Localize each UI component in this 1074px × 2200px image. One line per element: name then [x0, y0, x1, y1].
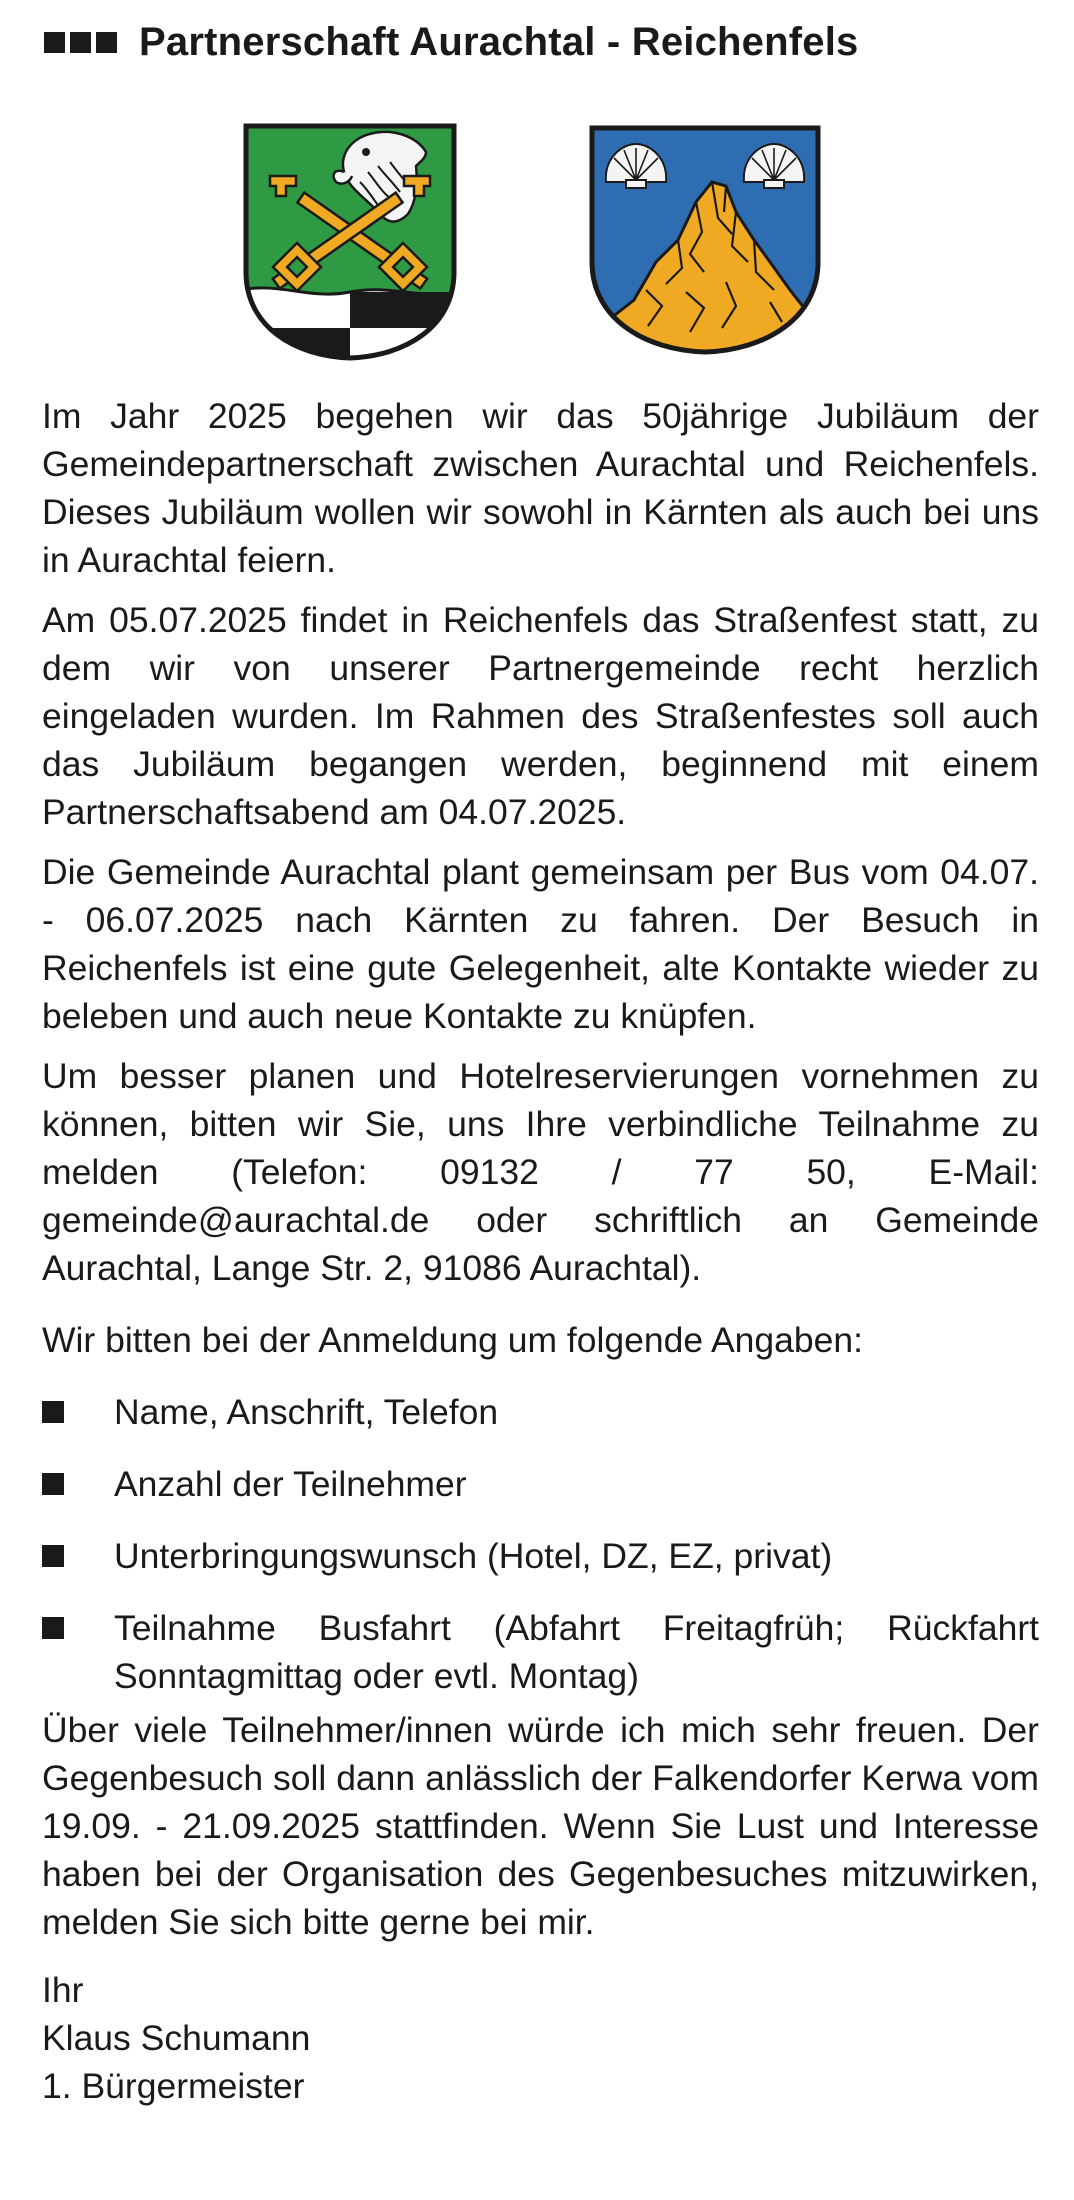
list-intro: Wir bitten bei der Anmeldung um folgende Angaben: — [42, 1320, 863, 1360]
paragraph: Die Gemeinde Aurachtal plant gemeinsam per Bus vom 04.07. - 06.07.2025 nach Kärnten zu fahren. Der Besuch in Reichenfels ist eine gute Gelegenheit, alte Kontakte wieder zu beleben und auch neue Kontakte zu knüpfen. — [42, 852, 1039, 1036]
paragraph: Im Jahr 2025 begehen wir das 50jährige Jubiläum der Gemeindepartnerschaft zwischen Aurachtal und Reichenfels. Dieses Jubiläum wollen wir sowohl in Kärnten als auch bei uns in Aurachtal feiern. — [42, 396, 1039, 580]
page-title: Partnerschaft Aurachtal - Reichenfels — [139, 19, 859, 64]
paragraph: Um besser planen und Hotelreservierungen vornehmen zu können, bitten wir Sie, uns Ihre verbindliche Teilnahme zu melden (Telefon: 09132 / 77 50, E-Mail: gemeinde@aurachtal.de oder schriftlich an Gemeinde Aurachtal, Lange Str. 2, 91086 Aurachtal). — [42, 1056, 1039, 1288]
list-item: Teilnahme Busfahrt (Abfahrt Freitagfrüh; Rückfahrt Sonntagmittag oder evtl. Montag) — [42, 1604, 1039, 1700]
square-bullet-icon — [42, 1545, 64, 1567]
article-body — [42, 392, 1039, 2110]
title-squares-icon — [44, 32, 117, 53]
reichenfels-coat-of-arms-icon — [586, 122, 824, 356]
list-item: Name, Anschrift, Telefon — [42, 1388, 1039, 1436]
signature — [42, 1966, 1039, 2110]
signature-name: Klaus Schumann — [42, 2018, 311, 2058]
coats-of-arms — [240, 122, 840, 362]
list-item: Unterbringungswunsch (Hotel, DZ, EZ, privat) — [42, 1532, 1039, 1580]
square-bullet-icon — [42, 1473, 64, 1495]
paragraph: Am 05.07.2025 findet in Reichenfels das Straßenfest statt, zu dem wir von unserer Partnergemeinde recht herzlich eingeladen wurden. Im Rahmen des Straßenfestes soll auch das Jubiläum begangen werden, beginnend mit einem Partnerschaftsabend am 04.07.2025. — [42, 600, 1039, 832]
header — [44, 14, 858, 70]
square-bullet-icon — [42, 1617, 64, 1639]
signature-role: 1. Bürgermeister — [42, 2066, 305, 2106]
list-item: Anzahl der Teilnehmer — [42, 1460, 1039, 1508]
closing-paragraph: Über viele Teilnehmer/innen würde ich mich sehr freuen. Der Gegenbesuch soll dann anlässlich der Falkendorfer Kerwa vom 19.09. - 21.09.2025 stattfinden. Wenn Sie Lust und Interesse haben bei der Organisation des Gegenbesuches mitzuwirken, melden Sie sich bitte gerne bei mir. — [42, 1710, 1039, 1942]
registration-list — [42, 1388, 1039, 1700]
square-bullet-icon — [42, 1401, 64, 1423]
aurachtal-coat-of-arms-icon — [240, 122, 460, 362]
signature-salutation: Ihr — [42, 1970, 84, 2010]
